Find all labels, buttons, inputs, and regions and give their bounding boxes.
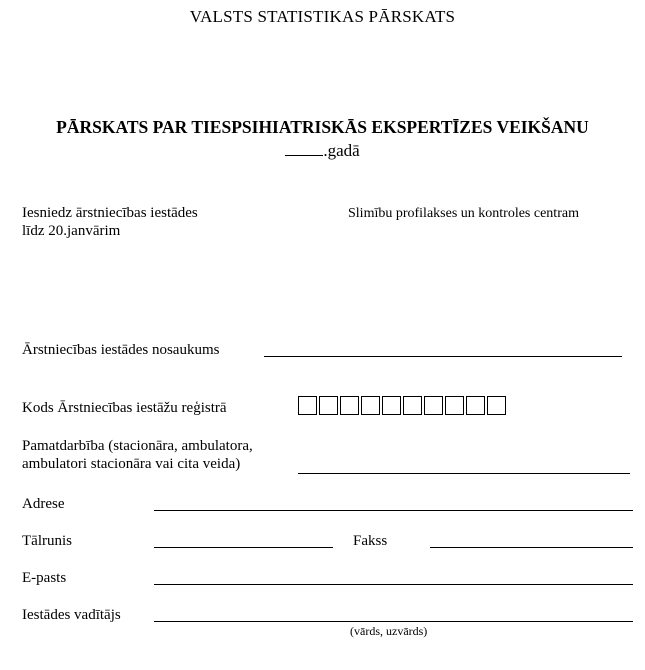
email-underline	[154, 584, 633, 585]
submission-line-1: Iesniedz ārstniecības iestādes	[22, 205, 198, 221]
registry-code-digit-box[interactable]	[298, 396, 317, 415]
institution-name-underline	[264, 356, 622, 357]
head-underline	[154, 621, 633, 622]
registry-code-digit-box[interactable]	[466, 396, 485, 415]
registry-code-digit-box[interactable]	[403, 396, 422, 415]
main-activity-label-line-1: Pamatdarbība (stacionāra, ambulatora,	[22, 438, 253, 454]
submission-recipient: Slimību profilakses un kontroles centram	[348, 206, 579, 221]
phone-label: Tālrunis	[22, 533, 72, 549]
registry-code-digit-box[interactable]	[445, 396, 464, 415]
registry-code-digit-box[interactable]	[382, 396, 401, 415]
report-year-line	[0, 141, 645, 161]
address-label: Adrese	[22, 496, 65, 512]
report-title: PĀRSKATS PAR TIESPSIHIATRISKĀS EKSPERTĪZES VEIKŠANU	[56, 117, 589, 137]
main-activity-label-line-2: ambulatori stacionāra vai cita veida)	[22, 456, 241, 472]
registry-code-digit-box[interactable]	[487, 396, 506, 415]
registry-code-label: Kods Ārstniecības iestāžu reģistrā	[22, 400, 227, 416]
phone-underline	[154, 547, 333, 548]
year-input-blank[interactable]	[285, 141, 323, 156]
institution-name-label: Ārstniecības iestādes nosaukums	[22, 342, 220, 358]
fax-underline	[430, 547, 633, 548]
head-caption: (vārds, uzvārds)	[350, 624, 428, 638]
registry-code-digit-box[interactable]	[424, 396, 443, 415]
registry-code-digit-box[interactable]	[319, 396, 338, 415]
email-label: E-pasts	[22, 570, 67, 586]
registry-code-boxes	[298, 396, 506, 415]
address-underline	[154, 510, 633, 511]
main-activity-label	[22, 437, 253, 473]
submission-line-2: līdz 20.janvārim	[22, 223, 121, 239]
year-suffix: .gadā	[323, 141, 360, 160]
main-activity-underline	[298, 473, 630, 474]
form-header-title: VALSTS STATISTIKAS PĀRSKATS	[189, 7, 456, 26]
head-label: Iestādes vadītājs	[22, 607, 121, 623]
submission-instructions	[22, 204, 198, 240]
registry-code-digit-box[interactable]	[340, 396, 359, 415]
registry-code-digit-box[interactable]	[361, 396, 380, 415]
fax-label: Fakss	[353, 533, 388, 549]
